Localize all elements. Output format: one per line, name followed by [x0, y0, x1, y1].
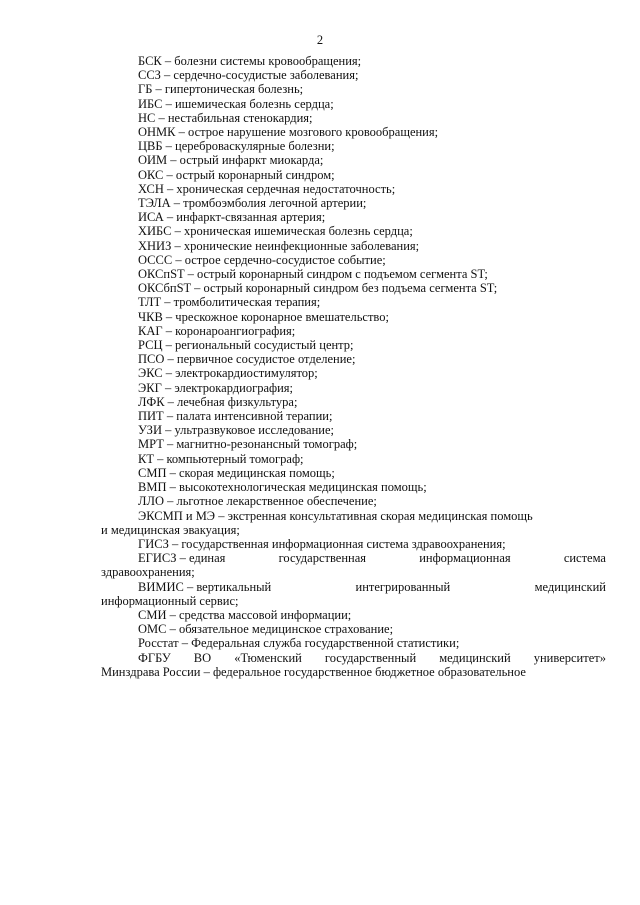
- abbr-entry-fgbu-line2: Минздрава России – федеральное государственное бюджетное образовательное: [101, 664, 526, 679]
- egisz-word: государственная: [278, 551, 367, 566]
- egisz-word: система: [563, 551, 606, 566]
- abbr-entry-mrt: МРТ – магнитно-резонансный томограф;: [138, 437, 358, 452]
- egisz-word: ЕГИСЗ – единая: [138, 551, 226, 566]
- fgbu-word: ФГБУ: [138, 650, 171, 665]
- vimis-word: ВИМИС – вертикальный: [138, 579, 272, 594]
- abbr-entry-eks: ЭКС – электрокардиостимулятор;: [138, 366, 318, 381]
- abbr-entry-oms: ОМС – обязательное медицинское страхование;: [138, 622, 394, 637]
- abbr-entry-gisz: ГИСЗ – государственная информационная система здравоохранения;: [138, 536, 506, 551]
- abbr-entry-eksmp-line2: и медицинская эвакуация;: [101, 522, 240, 537]
- abbr-entry-tlt: ТЛТ – тромболитическая терапия;: [138, 295, 321, 310]
- abbr-entry-smi: СМИ – средства массовой информации;: [138, 607, 352, 622]
- abbr-entry-hniz: ХНИЗ – хронические неинфекционные заболевания;: [138, 238, 420, 253]
- abbr-entry-vimis-line2: информационный сервис;: [101, 593, 239, 608]
- abbr-entry-kag: КАГ – коронароангиография;: [138, 323, 296, 338]
- abbr-entry-pso: ПСО – первичное сосудистое отделение;: [138, 352, 356, 367]
- abbr-entry-kt: КТ – компьютерный томограф;: [138, 451, 304, 466]
- abbr-entry-osss: ОССС – острое сердечно-сосудистое событие;: [138, 252, 386, 267]
- abbr-entry-ssz: ССЗ – сердечно-сосудистые заболевания;: [138, 68, 359, 83]
- abbr-entry-okspst: ОКСпST – острый коронарный синдром с подъемом сегмента ST;: [138, 267, 488, 282]
- fgbu-word: «Тюменский: [234, 650, 302, 665]
- abbr-entry-ibs: ИБС – ишемическая болезнь сердца;: [138, 96, 334, 111]
- fgbu-word: ВО: [193, 650, 212, 665]
- abbr-entry-lfk: ЛФК – лечебная физкультура;: [138, 394, 298, 409]
- abbr-entry-vimis-line1: [101, 580, 606, 594]
- abbr-entry-gb: ГБ – гипертоническая болезнь;: [138, 82, 304, 97]
- abbr-entry-hsn: ХСН – хроническая сердечная недостаточность;: [138, 181, 396, 196]
- abbr-entry-uzi: УЗИ – ультразвуковое исследование;: [138, 423, 334, 438]
- abbr-entry-oim: ОИМ – острый инфаркт миокарда;: [138, 153, 324, 168]
- abbr-entry-hibs: ХИБС – хроническая ишемическая болезнь сердца;: [138, 224, 413, 239]
- abbr-entry-ns: НС – нестабильная стенокардия;: [138, 110, 313, 125]
- abbr-entry-eksmp-line1: ЭКСМП и МЭ – экстренная консультативная скорая медицинская помощь: [138, 508, 533, 523]
- vimis-word: интегрированный: [355, 579, 451, 594]
- abbr-entry-ekg: ЭКГ – электрокардиография;: [138, 380, 294, 395]
- abbr-entry-smp: СМП – скорая медицинская помощь;: [138, 465, 335, 480]
- vimis-word: медицинский: [534, 579, 606, 594]
- abbr-entry-rosstat: Росстат – Федеральная служба государственной статистики;: [138, 636, 460, 651]
- abbr-entry-oks: ОКС – острый коронарный синдром;: [138, 167, 335, 182]
- abbr-entry-fgbu-line1: [101, 651, 606, 665]
- abbreviation-list: [101, 54, 606, 679]
- fgbu-word: университет»: [533, 650, 606, 665]
- page-number: 2: [316, 33, 324, 47]
- fgbu-word: государственный: [324, 650, 417, 665]
- abbr-entry-egisz-line1: [101, 551, 606, 565]
- egisz-word: информационная: [419, 551, 511, 566]
- abbr-entry-chkv: ЧКВ – чрескожное коронарное вмешательство;: [138, 309, 389, 324]
- abbr-entry-egisz-line2: здравоохранения;: [101, 565, 195, 580]
- abbr-entry-llo: ЛЛО – льготное лекарственное обеспечение;: [138, 494, 377, 509]
- fgbu-word: медицинский: [439, 650, 511, 665]
- abbr-entry-onmk: ОНМК – острое нарушение мозгового кровообращения;: [138, 125, 439, 140]
- abbr-entry-rsc: РСЦ – региональный сосудистый центр;: [138, 338, 354, 353]
- abbr-entry-cvb: ЦВБ – цереброваскулярные болезни;: [138, 139, 335, 154]
- abbr-entry-isa: ИСА – инфаркт-связанная артерия;: [138, 210, 326, 225]
- abbr-entry-tela: ТЭЛА – тромбоэмболия легочной артерии;: [138, 196, 367, 211]
- abbr-entry-oksbpst: ОКСбпST – острый коронарный синдром без подъема сегмента ST;: [138, 281, 498, 296]
- abbr-entry-bsk: БСК – болезни системы кровообращения;: [138, 54, 362, 68]
- abbr-entry-pit: ПИТ – палата интенсивной терапии;: [138, 409, 333, 424]
- abbr-entry-vmp: ВМП – высокотехнологическая медицинская помощь;: [138, 480, 427, 495]
